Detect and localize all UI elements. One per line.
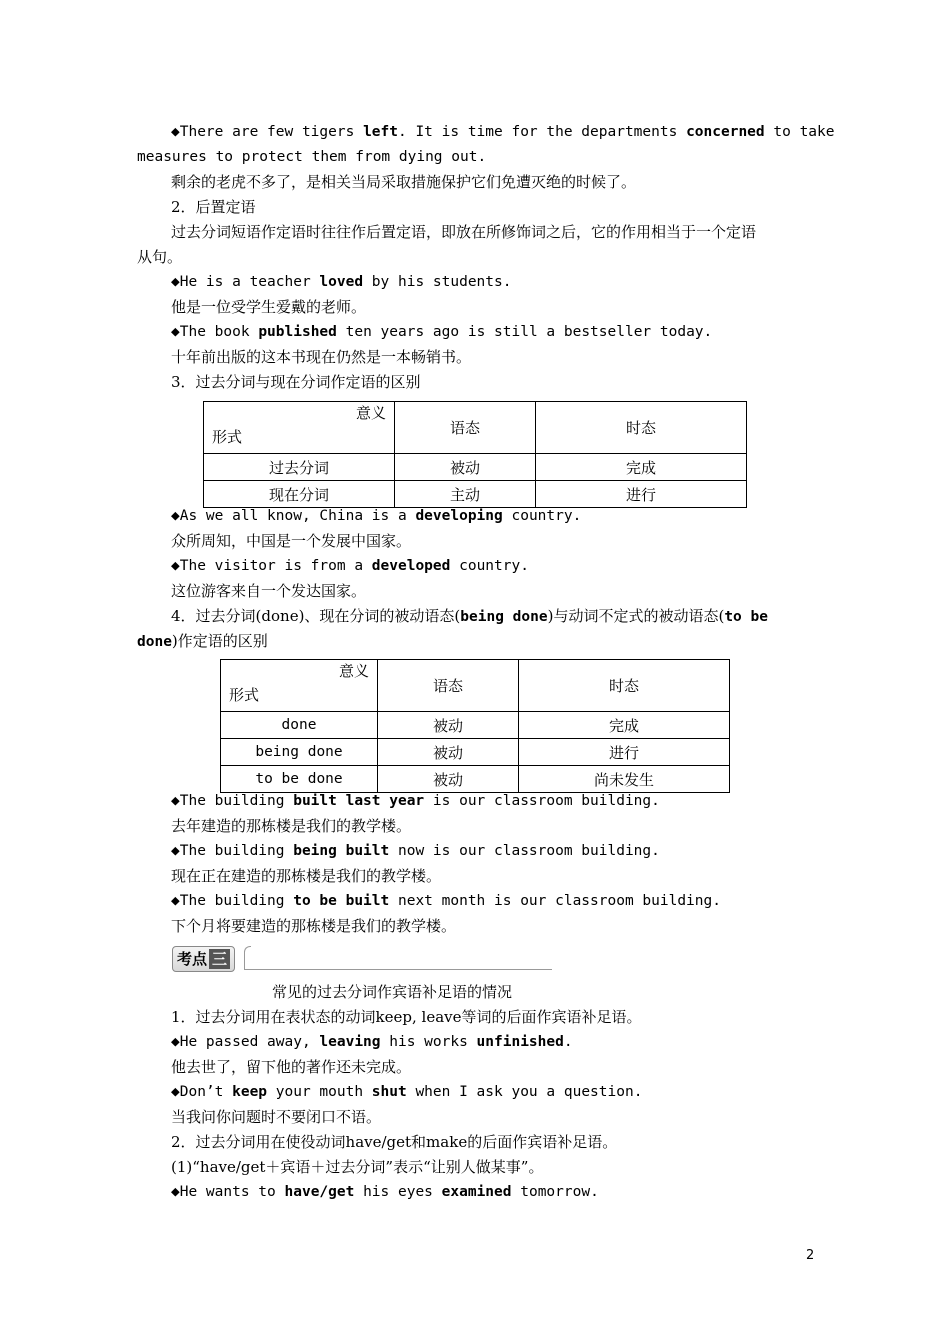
example-sentence: ◆Don’t keep your mouth shut when I ask you a question. <box>171 1084 643 1100</box>
section-heading-cont: done)作定语的区别 <box>137 632 268 650</box>
header-meaning: 意义 <box>338 662 369 680</box>
kaodian-header <box>170 944 552 972</box>
translation: 众所周知，中国是一个发展中国家。 <box>171 532 412 550</box>
section-heading: 3．过去分词与现在分词作定语的区别 <box>171 373 421 391</box>
rule-text: (1)“have/get＋宾语＋过去分词”表示“让别人做某事”。 <box>171 1158 544 1176</box>
header-tense: 时态 <box>536 402 747 454</box>
header-voice: 语态 <box>395 402 536 454</box>
example-sentence: ◆He is a teacher loved by his students. <box>171 274 512 290</box>
page-number: 2 <box>806 1248 815 1263</box>
paragraph: 过去分词短语作定语时往往作后置定语，即放在所修饰词之后，它的作用相当于一个定语 <box>171 223 757 241</box>
translation: 当我问你问题时不要闭口不语。 <box>171 1108 382 1126</box>
example-sentence: ◆The building built last year is our classroom building. <box>171 793 660 809</box>
table-header-diagonal <box>221 660 378 712</box>
translation: 剩余的老虎不多了，是相关当局采取措施保护它们免遭灭绝的时候了。 <box>171 173 637 191</box>
header-meaning: 意义 <box>355 404 386 422</box>
table-row: 过去分词 被动 完成 <box>204 454 747 481</box>
divider-hook <box>244 946 251 970</box>
translation: 十年前出版的这本书现在仍然是一本畅销书。 <box>171 348 472 366</box>
example-sentence: ◆He wants to have/get his eyes examined tomorrow. <box>171 1184 599 1200</box>
translation: 他是一位受学生爱戴的老师。 <box>171 298 367 316</box>
translation: 去年建造的那栋楼是我们的教学楼。 <box>171 817 412 835</box>
example-sentence: ◆The building being built now is our classroom building. <box>171 843 660 859</box>
translation: 他去世了，留下他的著作还未完成。 <box>171 1058 412 1076</box>
kaodian-badge: 考点 三 <box>172 946 235 972</box>
translation: 这位游客来自一个发达国家。 <box>171 582 367 600</box>
table-header-diagonal <box>204 402 395 454</box>
table-row: done 被动 完成 <box>221 712 730 739</box>
example-sentence-cont: measures to protect them from dying out. <box>137 149 487 165</box>
example-sentence: ◆The building to be built next month is our classroom building. <box>171 893 721 909</box>
section-heading: 4．过去分词(done)、现在分词的被动语态(being done)与动词不定式的被动语态(to be <box>171 607 768 625</box>
header-voice: 语态 <box>378 660 519 712</box>
example-sentence: ◆As we all know, China is a developing country. <box>171 508 582 524</box>
table-row: being done 被动 进行 <box>221 739 730 766</box>
comparison-table-1 <box>203 401 747 508</box>
section-heading: 2．后置定语 <box>171 198 256 216</box>
translation: 现在正在建造的那栋楼是我们的教学楼。 <box>171 867 442 885</box>
header-tense: 时态 <box>519 660 730 712</box>
table-row: 现在分词 主动 进行 <box>204 481 747 508</box>
divider-line <box>244 969 552 970</box>
paragraph-cont: 从句。 <box>137 248 183 266</box>
example-sentence: ◆There are few tigers left. It is time for the departments concerned to take <box>171 124 835 140</box>
rule-text: 2．过去分词用在使役动词have/get和make的后面作宾语补足语。 <box>171 1133 618 1151</box>
section-title: 常见的过去分词作宾语补足语的情况 <box>272 983 513 1001</box>
translation: 下个月将要建造的那栋楼是我们的教学楼。 <box>171 917 457 935</box>
example-sentence: ◆The book published ten years ago is still a bestseller today. <box>171 324 713 340</box>
comparison-table-2 <box>220 659 730 793</box>
header-form: 形式 <box>229 686 260 704</box>
example-sentence: ◆He passed away, leaving his works unfinished. <box>171 1034 573 1050</box>
example-sentence: ◆The visitor is from a developed country. <box>171 558 529 574</box>
rule-text: 1．过去分词用在表状态的动词keep, leave等词的后面作宾语补足语。 <box>171 1008 642 1026</box>
table-row: to be done 被动 尚未发生 <box>221 766 730 793</box>
header-form: 形式 <box>212 428 243 446</box>
